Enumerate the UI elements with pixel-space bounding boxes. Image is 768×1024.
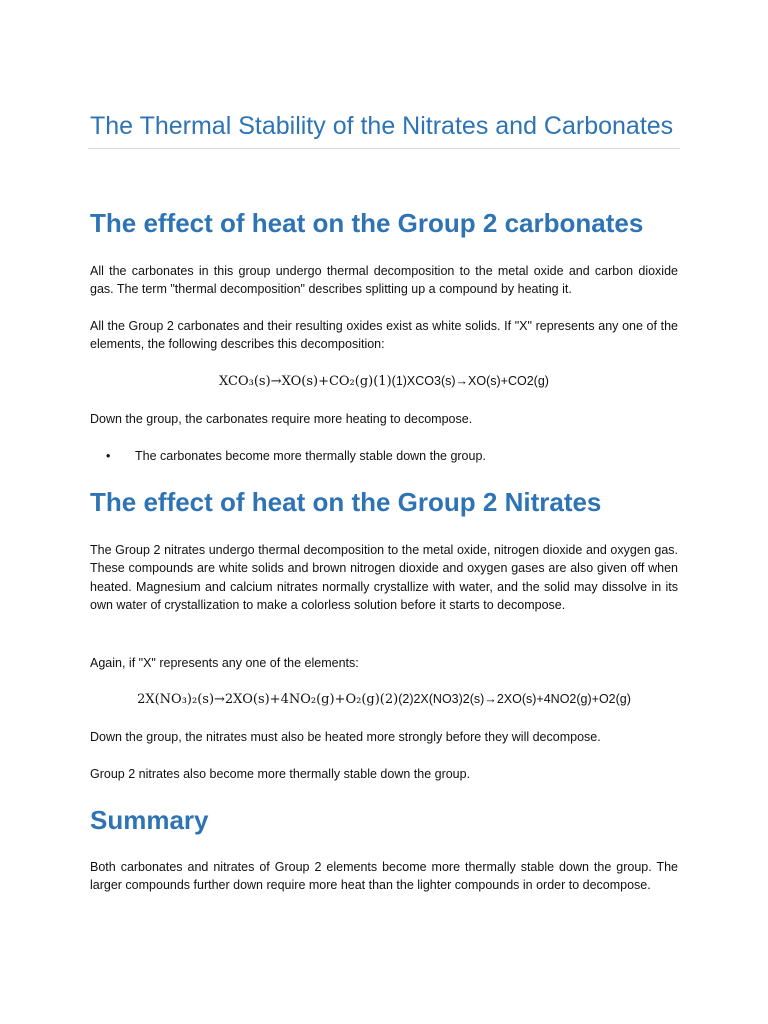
carbonates-paragraph-1: All the carbonates in this group undergo thermal decomposition to the metal oxide and carbon dioxide gas. The term "thermal decomposition" describes splitting up a compound by heating it.: [90, 264, 678, 297]
carbonates-equation-math: XCO₃(s)→XO(s)+CO₂(g)(1): [219, 374, 392, 389]
carbonates-paragraph-3: Down the group, the carbonates require more heating to decompose.: [90, 412, 473, 426]
nitrates-equation-text: (2)2X(NO3)2(s)→2XO(s)+4NO2(g)+O2(g): [398, 692, 631, 706]
bullet-text: The carbonates become more thermally stable down the group.: [135, 449, 486, 463]
nitrates-paragraph-2: Again, if "X" represents any one of the elements:: [90, 656, 359, 670]
carbonates-paragraph-2: All the Group 2 carbonates and their resulting oxides exist as white solids. If "X" represents any one of the elements, the following describes this decomposition:: [90, 319, 678, 352]
nitrates-equation-math: 2X(NO₃)₂(s)→2XO(s)+4NO₂(g)+O₂(g)(2): [137, 692, 399, 707]
page-title: The Thermal Stability of the Nitrates and Carbonates: [90, 112, 674, 140]
title-divider: [88, 148, 680, 149]
summary-paragraph: Both carbonates and nitrates of Group 2 elements become more thermally stable down the group. The larger compounds further down require more heat than the lighter compounds in order to decompose.: [90, 860, 678, 893]
summary-heading: Summary: [90, 805, 209, 835]
nitrates-paragraph-4: Group 2 nitrates also become more thermally stable down the group.: [90, 767, 471, 781]
carbonates-equation: [90, 372, 678, 391]
nitrates-equation: [90, 690, 678, 709]
carbonates-equation-text: (1)XCO3(s)→XO(s)+CO2(g): [391, 374, 549, 388]
bullet-marker: •: [106, 449, 111, 463]
nitrates-paragraph-3: Down the group, the nitrates must also be heated more strongly before they will decompose.: [90, 730, 601, 744]
carbonates-heading: The effect of heat on the Group 2 carbonates: [90, 208, 644, 238]
nitrates-heading: The effect of heat on the Group 2 Nitrates: [90, 487, 602, 517]
nitrates-paragraph-1: The Group 2 nitrates undergo thermal decomposition to the metal oxide, nitrogen dioxide and oxygen gas. These compounds are white solids and brown nitrogen dioxide and oxygen gases are also given off when heated. Magnesium and calcium nitrates normally crystallize with water, and the solid may dissolve in its own water of crystallization to make a colorless solution before it starts to decompose.: [90, 543, 678, 612]
